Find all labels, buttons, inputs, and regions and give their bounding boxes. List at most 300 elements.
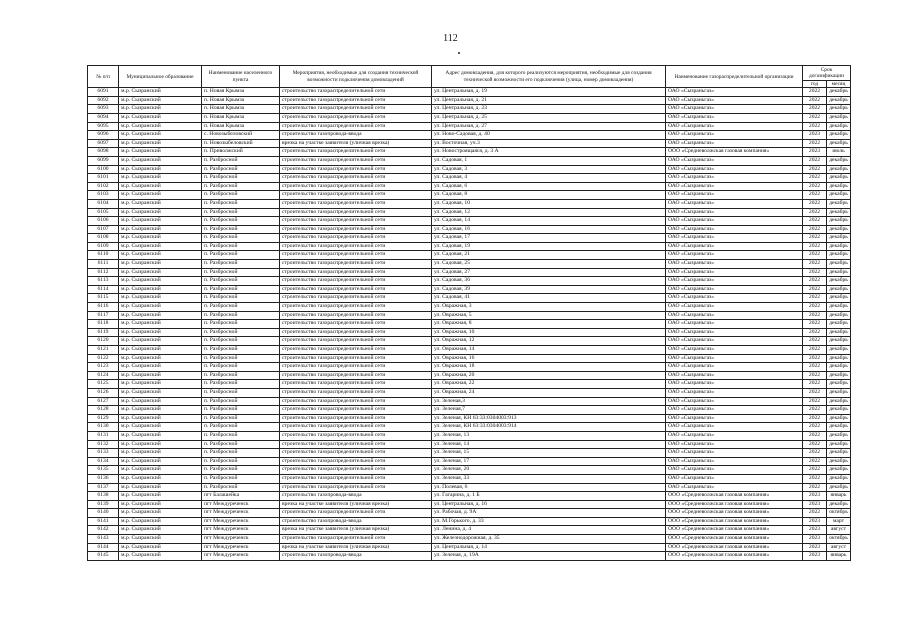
cell-gdo: ООО «Средневолжская газовая компания» bbox=[666, 500, 803, 509]
cell-gdo: ОАО «Сызраньгаз» bbox=[666, 294, 803, 303]
cell-settlement: пгт Междуреченск bbox=[202, 543, 280, 552]
cell-month: декабрь bbox=[827, 139, 851, 148]
cell-address: ул. Овражная, 3 bbox=[432, 303, 666, 312]
cell-measure: строительство газораспределительной сети bbox=[280, 346, 432, 355]
cell-year: 2022 bbox=[803, 337, 827, 346]
cell-gdo: ОАО «Сызраньгаз» bbox=[666, 96, 803, 105]
table-row bbox=[88, 466, 851, 475]
page-mark bbox=[458, 52, 460, 54]
cell-month: декабрь bbox=[827, 191, 851, 200]
cell-settlement: п. Новая Крымза bbox=[202, 105, 280, 114]
cell-address: ул. Овражная, 12 bbox=[432, 337, 666, 346]
cell-year: 2022 bbox=[803, 199, 827, 208]
cell-num: 6106 bbox=[88, 217, 119, 226]
cell-measure: строительство газораспределительной сети bbox=[280, 457, 432, 466]
cell-settlement: п. Разбросной bbox=[202, 440, 280, 449]
cell-address: ул. Ленина, д. 4 bbox=[432, 526, 666, 535]
table-row bbox=[88, 388, 851, 397]
cell-month: декабрь bbox=[827, 165, 851, 174]
cell-municipality: м.р. Сызранский bbox=[119, 148, 202, 157]
cell-settlement: п. Разбросной bbox=[202, 208, 280, 217]
table-row bbox=[88, 191, 851, 200]
table-row bbox=[88, 543, 851, 552]
cell-measure: строительство газопровода-ввода bbox=[280, 131, 432, 140]
cell-num: 6100 bbox=[88, 165, 119, 174]
cell-month: декабрь bbox=[827, 440, 851, 449]
cell-settlement: п. Разбросной bbox=[202, 165, 280, 174]
cell-num: 6112 bbox=[88, 268, 119, 277]
table-row bbox=[88, 311, 851, 320]
cell-year: 2023 bbox=[803, 543, 827, 552]
cell-settlement: п. Разбросной bbox=[202, 380, 280, 389]
cell-gdo: ОАО «Сызраньгаз» bbox=[666, 122, 803, 131]
cell-year: 2022 bbox=[803, 509, 827, 518]
table-row bbox=[88, 217, 851, 226]
cell-num: 6098 bbox=[88, 148, 119, 157]
cell-municipality: м.р. Сызранский bbox=[119, 225, 202, 234]
cell-gdo: ОАО «Сызраньгаз» bbox=[666, 277, 803, 286]
cell-settlement: п. Приволжский bbox=[202, 148, 280, 157]
cell-municipality: м.р. Сызранский bbox=[119, 277, 202, 286]
cell-num: 6092 bbox=[88, 96, 119, 105]
cell-municipality: м.р. Сызранский bbox=[119, 483, 202, 492]
cell-settlement: п. Разбросной bbox=[202, 328, 280, 337]
cell-month: декабрь bbox=[827, 423, 851, 432]
table-row bbox=[88, 156, 851, 165]
cell-year: 2022 bbox=[803, 285, 827, 294]
header-settlement: Наименование населенного пункта bbox=[202, 66, 280, 88]
table-row bbox=[88, 397, 851, 406]
cell-settlement: п. Разбросной bbox=[202, 260, 280, 269]
cell-gdo: ОАО «Сызраньгаз» bbox=[666, 346, 803, 355]
cell-measure: строительство газораспределительной сети bbox=[280, 294, 432, 303]
table-row bbox=[88, 423, 851, 432]
table-row bbox=[88, 492, 851, 501]
cell-address: ул. Ново-Садовая, д. 40 bbox=[432, 131, 666, 140]
table-row bbox=[88, 260, 851, 269]
cell-gdo: ОАО «Сызраньгаз» bbox=[666, 225, 803, 234]
cell-municipality: м.р. Сызранский bbox=[119, 457, 202, 466]
cell-year: 2023 bbox=[803, 535, 827, 544]
cell-measure: строительство газораспределительной сети bbox=[280, 509, 432, 518]
cell-address: ул. М.Горького, д. 33 bbox=[432, 517, 666, 526]
cell-address: ул. Центральная, д. 14 bbox=[432, 543, 666, 552]
table-row bbox=[88, 285, 851, 294]
cell-measure: строительство газораспределительной сети bbox=[280, 406, 432, 415]
cell-month: декабрь bbox=[827, 457, 851, 466]
cell-municipality: м.р. Сызранский bbox=[119, 303, 202, 312]
table-row bbox=[88, 509, 851, 518]
cell-measure: строительство газораспределительной сети bbox=[280, 363, 432, 372]
cell-gdo: ОАО «Сызраньгаз» bbox=[666, 174, 803, 183]
cell-settlement: п. Разбросной bbox=[202, 346, 280, 355]
cell-municipality: м.р. Сызранский bbox=[119, 268, 202, 277]
cell-address: ул. Садовая, 25 bbox=[432, 260, 666, 269]
cell-gdo: ОАО «Сызраньгаз» bbox=[666, 431, 803, 440]
cell-month: январь bbox=[827, 552, 851, 561]
cell-month: август bbox=[827, 543, 851, 552]
cell-year: 2023 bbox=[803, 526, 827, 535]
cell-year: 2022 bbox=[803, 139, 827, 148]
cell-address: ул. Садовая, 6 bbox=[432, 182, 666, 191]
cell-month: декабрь bbox=[827, 208, 851, 217]
cell-month: декабрь bbox=[827, 217, 851, 226]
cell-settlement: п. Новая Крымза bbox=[202, 113, 280, 122]
cell-year: 2022 bbox=[803, 260, 827, 269]
cell-measure: строительство газораспределительной сети bbox=[280, 474, 432, 483]
cell-municipality: м.р. Сызранский bbox=[119, 363, 202, 372]
cell-gdo: ОАО «Сызраньгаз» bbox=[666, 423, 803, 432]
cell-municipality: м.р. Сызранский bbox=[119, 337, 202, 346]
cell-num: 6114 bbox=[88, 285, 119, 294]
cell-municipality: м.р. Сызранский bbox=[119, 397, 202, 406]
cell-municipality: м.р. Сызранский bbox=[119, 311, 202, 320]
cell-year: 2022 bbox=[803, 96, 827, 105]
cell-gdo: ОАО «Сызраньгаз» bbox=[666, 199, 803, 208]
table-row bbox=[88, 483, 851, 492]
cell-settlement: пгт Балашейка bbox=[202, 492, 280, 501]
table-row bbox=[88, 535, 851, 544]
cell-measure: строительство газораспределительной сети bbox=[280, 285, 432, 294]
cell-year: 2022 bbox=[803, 277, 827, 286]
cell-year: 2023 bbox=[803, 500, 827, 509]
cell-settlement: п. Новозыбеловский bbox=[202, 139, 280, 148]
cell-measure: строительство газораспределительной сети bbox=[280, 414, 432, 423]
cell-num: 6141 bbox=[88, 517, 119, 526]
cell-gdo: ОАО «Сызраньгаз» bbox=[666, 131, 803, 140]
cell-settlement: п. Разбросной bbox=[202, 268, 280, 277]
cell-address: ул. Зеленая, КН 63:33:0304003:913 bbox=[432, 414, 666, 423]
cell-measure: строительство газораспределительной сети bbox=[280, 337, 432, 346]
cell-num: 6125 bbox=[88, 380, 119, 389]
cell-settlement: п. Новая Крымза bbox=[202, 88, 280, 97]
cell-month: декабрь bbox=[827, 242, 851, 251]
table-row bbox=[88, 165, 851, 174]
table-row bbox=[88, 500, 851, 509]
table-row bbox=[88, 251, 851, 260]
cell-settlement: п. Разбросной bbox=[202, 294, 280, 303]
cell-month: декабрь bbox=[827, 113, 851, 122]
cell-month: декабрь bbox=[827, 406, 851, 415]
cell-measure: строительство газораспределительной сети bbox=[280, 535, 432, 544]
cell-municipality: м.р. Сызранский bbox=[119, 139, 202, 148]
cell-num: 6140 bbox=[88, 509, 119, 518]
cell-num: 6131 bbox=[88, 431, 119, 440]
cell-month: декабрь bbox=[827, 234, 851, 243]
cell-year: 2022 bbox=[803, 423, 827, 432]
cell-month: декабрь bbox=[827, 268, 851, 277]
cell-settlement: п. Разбросной bbox=[202, 466, 280, 475]
table-row bbox=[88, 131, 851, 140]
cell-measure: строительство газораспределительной сети bbox=[280, 156, 432, 165]
cell-address: ул. Овражная, 10 bbox=[432, 328, 666, 337]
cell-municipality: м.р. Сызранский bbox=[119, 474, 202, 483]
cell-month: декабрь bbox=[827, 174, 851, 183]
cell-gdo: ОАО «Сызраньгаз» bbox=[666, 371, 803, 380]
cell-year: 2022 bbox=[803, 328, 827, 337]
cell-num: 6135 bbox=[88, 466, 119, 475]
cell-month: декабрь bbox=[827, 363, 851, 372]
cell-settlement: п. Разбросной bbox=[202, 388, 280, 397]
cell-municipality: м.р. Сызранский bbox=[119, 431, 202, 440]
cell-measure: строительство газораспределительной сети bbox=[280, 148, 432, 157]
cell-gdo: ОАО «Сызраньгаз» bbox=[666, 320, 803, 329]
cell-municipality: м.р. Сызранский bbox=[119, 406, 202, 415]
cell-num: 6111 bbox=[88, 260, 119, 269]
cell-month: декабрь bbox=[827, 397, 851, 406]
cell-address: ул. Полевая, 6 bbox=[432, 483, 666, 492]
cell-address: ул. Садовая, 4 bbox=[432, 174, 666, 183]
cell-measure: строительство газопровода-ввода bbox=[280, 552, 432, 561]
cell-measure: строительство газораспределительной сети bbox=[280, 199, 432, 208]
cell-year: 2022 bbox=[803, 242, 827, 251]
cell-municipality: м.р. Сызранский bbox=[119, 526, 202, 535]
cell-measure: врезка на участке заявителя (уличная врезка) bbox=[280, 526, 432, 535]
table-row bbox=[88, 182, 851, 191]
cell-address: ул. Центральная, д. 25 bbox=[432, 113, 666, 122]
cell-month: декабрь bbox=[827, 466, 851, 475]
table-row bbox=[88, 431, 851, 440]
cell-year: 2022 bbox=[803, 397, 827, 406]
cell-gdo: ОАО «Сызраньгаз» bbox=[666, 208, 803, 217]
cell-measure: строительство газораспределительной сети bbox=[280, 483, 432, 492]
cell-municipality: м.р. Сызранский bbox=[119, 165, 202, 174]
cell-municipality: м.р. Сызранский bbox=[119, 500, 202, 509]
table-row bbox=[88, 277, 851, 286]
cell-num: 6109 bbox=[88, 242, 119, 251]
cell-gdo: ОАО «Сызраньгаз» bbox=[666, 483, 803, 492]
cell-year: 2022 bbox=[803, 165, 827, 174]
cell-municipality: м.р. Сызранский bbox=[119, 423, 202, 432]
cell-month: декабрь bbox=[827, 483, 851, 492]
cell-month: декабрь bbox=[827, 105, 851, 114]
cell-month: декабрь bbox=[827, 320, 851, 329]
table-row bbox=[88, 208, 851, 217]
cell-settlement: п. Разбросной bbox=[202, 251, 280, 260]
cell-address: ул. Зеленая,3 bbox=[432, 397, 666, 406]
cell-year: 2022 bbox=[803, 268, 827, 277]
cell-measure: врезка на участке заявителя (уличная врезка) bbox=[280, 139, 432, 148]
table-row bbox=[88, 139, 851, 148]
cell-year: 2022 bbox=[803, 234, 827, 243]
cell-municipality: м.р. Сызранский bbox=[119, 174, 202, 183]
cell-settlement: п. Разбросной bbox=[202, 431, 280, 440]
cell-year: 2022 bbox=[803, 303, 827, 312]
cell-measure: строительство газораспределительной сети bbox=[280, 303, 432, 312]
header-deadline: Срок догазификации bbox=[803, 66, 851, 81]
cell-address: ул. Центральная, д. 27 bbox=[432, 122, 666, 131]
cell-month: декабрь bbox=[827, 354, 851, 363]
cell-settlement: п. Разбросной bbox=[202, 457, 280, 466]
cell-address: ул. Овражная, 18 bbox=[432, 363, 666, 372]
cell-address: ул. Овражная, 24 bbox=[432, 388, 666, 397]
cell-month: декабрь bbox=[827, 337, 851, 346]
cell-num: 6129 bbox=[88, 414, 119, 423]
cell-address: ул. Центральная, д. 23 bbox=[432, 105, 666, 114]
cell-municipality: м.р. Сызранский bbox=[119, 466, 202, 475]
cell-address: ул. Центральная, д. 16 bbox=[432, 500, 666, 509]
cell-gdo: ООО «Средневолжская газовая компания» bbox=[666, 543, 803, 552]
cell-gdo: ОАО «Сызраньгаз» bbox=[666, 406, 803, 415]
cell-month: декабрь bbox=[827, 380, 851, 389]
cell-address: ул. Садовая, 14 bbox=[432, 217, 666, 226]
cell-measure: врезка на участке заявителя (уличная врезка) bbox=[280, 500, 432, 509]
cell-address: ул. Восточная, уч.3 bbox=[432, 139, 666, 148]
cell-address: ул. Садовая, 36 bbox=[432, 277, 666, 286]
cell-municipality: м.р. Сызранский bbox=[119, 380, 202, 389]
cell-measure: строительство газораспределительной сети bbox=[280, 397, 432, 406]
cell-year: 2022 bbox=[803, 483, 827, 492]
table-row bbox=[88, 303, 851, 312]
cell-month: декабрь bbox=[827, 285, 851, 294]
cell-num: 6105 bbox=[88, 208, 119, 217]
cell-settlement: пгт Междуреченск bbox=[202, 500, 280, 509]
cell-settlement: п. Разбросной bbox=[202, 182, 280, 191]
cell-municipality: м.р. Сызранский bbox=[119, 251, 202, 260]
cell-measure: строительство газораспределительной сети bbox=[280, 260, 432, 269]
cell-measure: строительство газопровода-ввода bbox=[280, 492, 432, 501]
cell-num: 6115 bbox=[88, 294, 119, 303]
cell-year: 2022 bbox=[803, 440, 827, 449]
cell-measure: строительство газораспределительной сети bbox=[280, 165, 432, 174]
cell-month: декабрь bbox=[827, 449, 851, 458]
cell-num: 6108 bbox=[88, 234, 119, 243]
table-row bbox=[88, 234, 851, 243]
cell-address: ул. Овражная, 16 bbox=[432, 354, 666, 363]
cell-address: ул. Садовая, 10 bbox=[432, 199, 666, 208]
table-row bbox=[88, 440, 851, 449]
table-body bbox=[88, 88, 851, 561]
cell-municipality: м.р. Сызранский bbox=[119, 294, 202, 303]
cell-month: декабрь bbox=[827, 414, 851, 423]
cell-address: ул. Овражная, 8 bbox=[432, 320, 666, 329]
cell-address: ул. Садовая, 8 bbox=[432, 191, 666, 200]
table-row bbox=[88, 148, 851, 157]
cell-municipality: м.р. Сызранский bbox=[119, 182, 202, 191]
cell-num: 6122 bbox=[88, 354, 119, 363]
cell-year: 2023 bbox=[803, 131, 827, 140]
cell-municipality: м.р. Сызранский bbox=[119, 509, 202, 518]
cell-month: декабрь bbox=[827, 303, 851, 312]
cell-gdo: ОАО «Сызраньгаз» bbox=[666, 139, 803, 148]
cell-address: ул. Садовая, 3 bbox=[432, 165, 666, 174]
cell-address: ул. Зеленая, д. 19А bbox=[432, 552, 666, 561]
cell-municipality: м.р. Сызранский bbox=[119, 371, 202, 380]
cell-municipality: м.р. Сызранский bbox=[119, 156, 202, 165]
cell-month: декабрь bbox=[827, 311, 851, 320]
cell-gdo: ОАО «Сызраньгаз» bbox=[666, 457, 803, 466]
cell-municipality: м.р. Сызранский bbox=[119, 440, 202, 449]
cell-year: 2023 bbox=[803, 517, 827, 526]
cell-settlement: п. Разбросной bbox=[202, 234, 280, 243]
cell-gdo: ОАО «Сызраньгаз» bbox=[666, 268, 803, 277]
cell-municipality: м.р. Сызранский bbox=[119, 122, 202, 131]
cell-address: ул. Овражная, 22 bbox=[432, 380, 666, 389]
cell-measure: строительство газораспределительной сети bbox=[280, 191, 432, 200]
cell-num: 6139 bbox=[88, 500, 119, 509]
cell-measure: строительство газораспределительной сети bbox=[280, 268, 432, 277]
cell-address: ул. Садовая, 16 bbox=[432, 225, 666, 234]
cell-year: 2022 bbox=[803, 457, 827, 466]
cell-num: 6143 bbox=[88, 535, 119, 544]
table-row bbox=[88, 406, 851, 415]
cell-address: ул. Центральная, д. 19 bbox=[432, 88, 666, 97]
header-month: месяц bbox=[827, 81, 851, 88]
table-row bbox=[88, 199, 851, 208]
cell-address: ул. Садовая, 1 bbox=[432, 156, 666, 165]
cell-month: декабрь bbox=[827, 96, 851, 105]
cell-measure: строительство газораспределительной сети bbox=[280, 251, 432, 260]
cell-month: декабрь bbox=[827, 260, 851, 269]
table-row bbox=[88, 371, 851, 380]
header-address: Адрес домовладения, для которого реализуются мероприятия, необходимые для создания технической возможности его подключения (улица, номер домовладения) bbox=[432, 66, 666, 88]
cell-month: декабрь bbox=[827, 182, 851, 191]
cell-settlement: п. Разбросной bbox=[202, 363, 280, 372]
cell-gdo: ОАО «Сызраньгаз» bbox=[666, 113, 803, 122]
cell-year: 2022 bbox=[803, 414, 827, 423]
cell-settlement: п. Разбросной bbox=[202, 217, 280, 226]
cell-gdo: ОАО «Сызраньгаз» bbox=[666, 242, 803, 251]
cell-settlement: п. Разбросной bbox=[202, 303, 280, 312]
cell-municipality: м.р. Сызранский bbox=[119, 191, 202, 200]
cell-num: 6096 bbox=[88, 131, 119, 140]
cell-month: октябрь bbox=[827, 509, 851, 518]
cell-measure: строительство газораспределительной сети bbox=[280, 328, 432, 337]
cell-address: ул. Зеленая, 15 bbox=[432, 449, 666, 458]
cell-measure: врезка на участке заявителя (уличная врезка) bbox=[280, 543, 432, 552]
cell-municipality: м.р. Сызранский bbox=[119, 388, 202, 397]
cell-num: 6091 bbox=[88, 88, 119, 97]
cell-address: ул. Зеленая, 13 bbox=[432, 431, 666, 440]
cell-year: 2023 bbox=[803, 492, 827, 501]
cell-year: 2023 bbox=[803, 148, 827, 157]
cell-month: декабрь bbox=[827, 225, 851, 234]
cell-settlement: п. Разбросной bbox=[202, 320, 280, 329]
cell-month: март bbox=[827, 517, 851, 526]
cell-gdo: ООО «Средневолжская газовая компания» bbox=[666, 552, 803, 561]
cell-settlement: п. Разбросной bbox=[202, 354, 280, 363]
table-row bbox=[88, 457, 851, 466]
cell-year: 2022 bbox=[803, 371, 827, 380]
cell-address: ул. Новостроящаяся, д. 3 А bbox=[432, 148, 666, 157]
cell-measure: строительство газораспределительной сети bbox=[280, 208, 432, 217]
table-row bbox=[88, 526, 851, 535]
cell-month: декабрь bbox=[827, 431, 851, 440]
cell-measure: строительство газораспределительной сети bbox=[280, 440, 432, 449]
cell-measure: строительство газораспределительной сети bbox=[280, 122, 432, 131]
cell-num: 6124 bbox=[88, 371, 119, 380]
cell-gdo: ООО «Средневолжская газовая компания» bbox=[666, 509, 803, 518]
cell-address: ул. Центральная, д. 21 bbox=[432, 96, 666, 105]
cell-measure: строительство газораспределительной сети bbox=[280, 174, 432, 183]
cell-measure: строительство газораспределительной сети bbox=[280, 88, 432, 97]
cell-gdo: ООО «Средневолжская газовая компания» bbox=[666, 492, 803, 501]
cell-year: 2022 bbox=[803, 406, 827, 415]
cell-month: декабрь bbox=[827, 251, 851, 260]
table-row bbox=[88, 113, 851, 122]
cell-settlement: п. Новая Крымза bbox=[202, 122, 280, 131]
cell-address: ул. Овражная, 20 bbox=[432, 371, 666, 380]
cell-year: 2022 bbox=[803, 431, 827, 440]
cell-num: 6145 bbox=[88, 552, 119, 561]
cell-settlement: п. Разбросной bbox=[202, 449, 280, 458]
cell-gdo: ОАО «Сызраньгаз» bbox=[666, 251, 803, 260]
cell-settlement: пгт Междуреченск bbox=[202, 535, 280, 544]
cell-gdo: ОАО «Сызраньгаз» bbox=[666, 328, 803, 337]
cell-num: 6097 bbox=[88, 139, 119, 148]
cell-year: 2022 bbox=[803, 174, 827, 183]
cell-year: 2022 bbox=[803, 354, 827, 363]
